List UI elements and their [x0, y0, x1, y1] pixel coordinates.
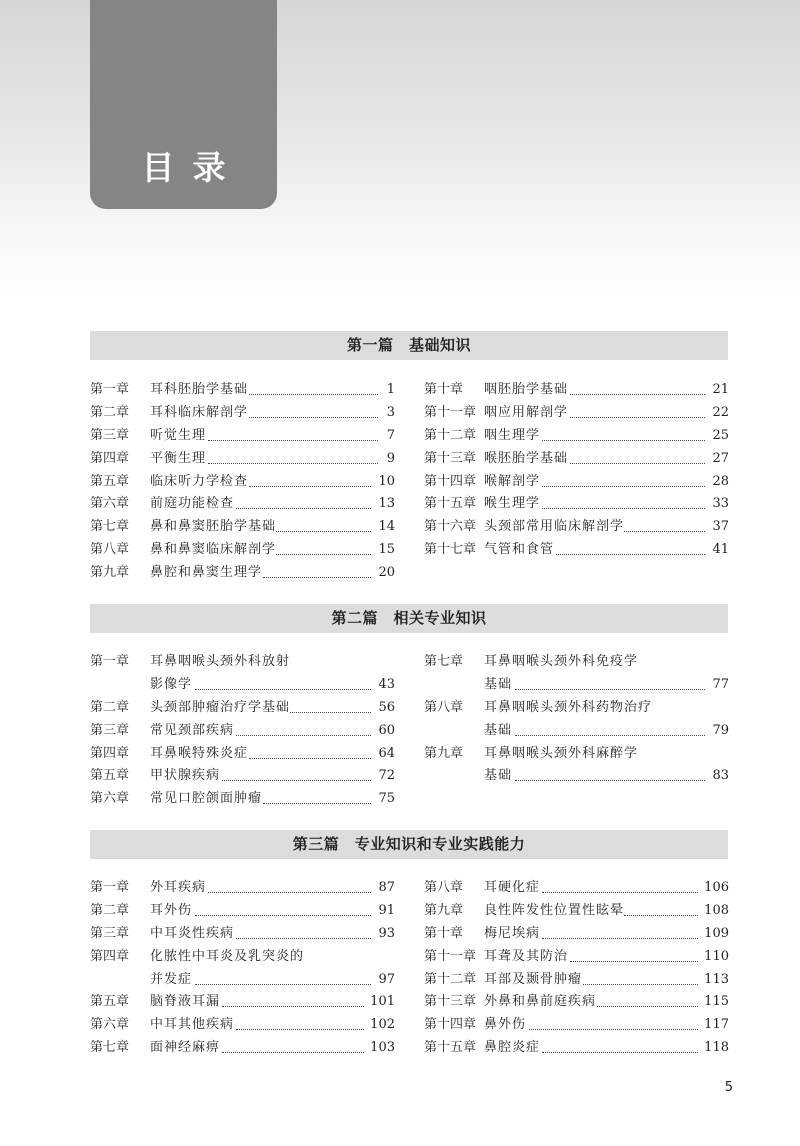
toc-column-part2-right [424, 651, 729, 788]
page-ref: 1 [386, 382, 395, 397]
page-ref: 9 [386, 450, 395, 466]
chapter-title: 鼻腔炎症 [484, 1040, 541, 1056]
chapter-title: 面神经麻痹 [150, 1040, 221, 1056]
chapter-title: 基础 [484, 722, 513, 738]
page-ref: 13 [378, 496, 395, 512]
chapter-title: 常见口腔颌面肿瘤 [150, 791, 263, 807]
chapter-number: 第十章 [424, 382, 464, 397]
dot-leader [195, 915, 371, 916]
page-ref: 87 [378, 880, 395, 895]
dot-leader [597, 1006, 698, 1007]
dot-leader [515, 689, 705, 690]
page-ref: 64 [378, 745, 395, 761]
chapter-number: 第二章 [90, 902, 130, 918]
chapter-number: 第一章 [90, 654, 130, 669]
dot-leader [195, 984, 371, 985]
toc-column-part3-right [424, 877, 729, 1060]
page-ref: 118 [704, 1040, 729, 1056]
chapter-title: 外耳疾病 [150, 880, 207, 895]
dot-leader [263, 803, 371, 804]
chapter-title: 甲状腺疾病 [150, 768, 221, 784]
page-ref: 22 [712, 404, 729, 420]
dot-leader [570, 463, 705, 464]
dot-leader [249, 758, 371, 759]
toc-entry[interactable] [424, 448, 729, 471]
toc-entry[interactable] [90, 379, 395, 402]
chapter-title: 耳鼻咽喉头颈外科麻醉学 [484, 745, 639, 761]
chapter-number: 第二章 [90, 699, 130, 715]
dot-leader [195, 689, 371, 690]
page-ref: 14 [378, 519, 395, 535]
toc-entry[interactable] [424, 516, 729, 539]
chapter-title: 外鼻和鼻前庭疾病 [484, 994, 597, 1010]
part-header-1: 第一篇 基础知识 [90, 331, 728, 360]
chapter-title: 头颈部肿瘤治疗学基础 [150, 699, 291, 715]
page-ref: 102 [370, 1017, 395, 1033]
toc-entry[interactable] [90, 425, 395, 448]
page-ref: 43 [378, 676, 395, 692]
chapter-number: 第十三章 [424, 994, 477, 1010]
toc-entry[interactable] [424, 877, 729, 900]
chapter-title: 脑脊液耳漏 [150, 994, 221, 1010]
chapter-number: 第九章 [90, 565, 130, 581]
toc-entry[interactable] [90, 471, 395, 494]
toc-entry[interactable] [90, 743, 395, 766]
page-ref: 20 [378, 565, 395, 581]
page-ref: 27 [712, 450, 729, 466]
page-ref: 109 [704, 925, 729, 941]
page-ref: 60 [378, 722, 395, 738]
chapter-number: 第九章 [424, 902, 464, 918]
chapter-number: 第八章 [424, 880, 464, 895]
dot-leader [624, 915, 698, 916]
toc-entry[interactable] [424, 991, 729, 1014]
page-ref: 72 [378, 768, 395, 784]
chapter-title: 耳鼻喉特殊炎症 [150, 745, 249, 761]
toc-entry[interactable] [90, 1037, 395, 1060]
chapter-number: 第五章 [90, 994, 130, 1010]
part-header-3: 第三篇 专业知识和专业实践能力 [90, 830, 728, 859]
chapter-title: 良性阵发性位置性眩晕 [484, 902, 625, 918]
toc-entry[interactable] [90, 402, 395, 425]
page-ref: 97 [378, 971, 395, 987]
page-ref: 106 [704, 880, 729, 895]
chapter-title: 听觉生理 [150, 427, 207, 443]
chapter-title: 喉解剖学 [484, 473, 541, 489]
dot-leader [570, 961, 698, 962]
dot-leader [542, 486, 705, 487]
page-ref: 110 [704, 948, 729, 964]
toc-entry[interactable] [424, 471, 729, 494]
toc-entry[interactable] [90, 539, 395, 562]
dot-leader [583, 984, 698, 985]
toc-entry[interactable] [90, 900, 395, 923]
chapter-title: 耳鼻咽喉头颈外科免疫学 [484, 654, 639, 669]
page-ref: 7 [386, 427, 395, 443]
chapter-title: 平衡生理 [150, 450, 207, 466]
chapter-number: 第三章 [90, 427, 130, 443]
dot-leader [208, 892, 371, 893]
dot-leader [542, 892, 698, 893]
dot-leader [570, 417, 705, 418]
toc-entry[interactable] [90, 562, 395, 585]
chapter-number: 第一章 [90, 382, 130, 397]
toc-entry[interactable] [424, 946, 729, 969]
chapter-title: 常见颈部疾病 [150, 722, 235, 738]
chapter-title: 喉生理学 [484, 496, 541, 512]
dot-leader [222, 780, 371, 781]
dot-leader [515, 780, 705, 781]
dot-leader [249, 394, 378, 395]
chapter-number: 第十六章 [424, 519, 477, 535]
toc-entry[interactable] [424, 743, 729, 766]
dot-leader [236, 938, 371, 939]
toc-entry[interactable] [90, 651, 395, 674]
chapter-title: 梅尼埃病 [484, 925, 541, 941]
chapter-number: 第八章 [90, 542, 130, 558]
chapter-title: 头颈部常用临床解剖学 [484, 519, 625, 535]
page-ref: 108 [704, 902, 729, 918]
chapter-number: 第十四章 [424, 1017, 477, 1033]
chapter-number: 第九章 [424, 745, 464, 761]
chapter-title: 咽胚胎学基础 [484, 382, 569, 397]
chapter-number: 第五章 [90, 473, 130, 489]
toc-entry[interactable] [424, 493, 729, 516]
toc-column-part1-left [90, 379, 395, 585]
dot-leader [542, 508, 705, 509]
page-ref: 3 [386, 404, 395, 420]
dot-leader [542, 440, 705, 441]
page-ref: 25 [712, 427, 729, 443]
chapter-number: 第二章 [90, 404, 130, 420]
chapter-number: 第七章 [90, 1040, 130, 1056]
toc-entry[interactable] [90, 697, 395, 720]
toc-entry[interactable] [424, 425, 729, 448]
toc-entry[interactable] [90, 516, 395, 539]
chapter-number: 第十五章 [424, 496, 477, 512]
dot-leader [236, 735, 371, 736]
chapter-title: 耳硬化症 [484, 880, 541, 895]
dot-leader [515, 735, 705, 736]
chapter-number: 第十五章 [424, 1040, 477, 1056]
toc-entry[interactable] [90, 788, 395, 811]
page-ref: 117 [704, 1017, 729, 1033]
chapter-number: 第四章 [90, 948, 130, 964]
toc-entry[interactable] [90, 765, 395, 788]
dot-leader [222, 1006, 364, 1007]
dot-leader [529, 1029, 698, 1030]
chapter-title: 耳鼻咽喉头颈外科放射 [150, 654, 291, 669]
dot-leader [290, 712, 371, 713]
chapter-title: 鼻腔和鼻窦生理学 [150, 565, 263, 581]
chapter-number: 第四章 [90, 745, 130, 761]
chapter-number: 第十一章 [424, 948, 477, 964]
chapter-title: 影像学 [150, 676, 193, 692]
page-ref: 77 [712, 676, 729, 692]
toc-entry[interactable] [424, 720, 729, 743]
toc-entry[interactable] [424, 697, 729, 720]
chapter-number: 第十二章 [424, 971, 477, 987]
chapter-number: 第五章 [90, 768, 130, 784]
chapter-number: 第十章 [424, 925, 464, 941]
dot-leader [276, 531, 371, 532]
toc-entry[interactable] [90, 923, 395, 946]
toc-entry[interactable] [424, 923, 729, 946]
page-ref: 113 [704, 971, 729, 987]
chapter-title: 并发症 [150, 971, 193, 987]
chapter-title: 前庭功能检查 [150, 496, 235, 512]
toc-column-part2-left [90, 651, 395, 811]
chapter-number: 第七章 [424, 654, 464, 669]
page-ref: 93 [378, 925, 395, 941]
page-ref: 10 [378, 473, 395, 489]
chapter-title: 基础 [484, 676, 513, 692]
chapter-number: 第十三章 [424, 450, 477, 466]
toc-entry[interactable] [424, 402, 729, 425]
page-ref: 33 [712, 496, 729, 512]
page-ref: 28 [712, 473, 729, 489]
chapter-number: 第一章 [90, 880, 130, 895]
chapter-title: 喉胚胎学基础 [484, 450, 569, 466]
chapter-title: 耳科胚胎学基础 [150, 382, 249, 397]
toc-column-part3-left [90, 877, 395, 1060]
toc-entry[interactable] [90, 969, 395, 992]
chapter-title: 鼻外伤 [484, 1017, 527, 1033]
toc-entry[interactable] [90, 1014, 395, 1037]
toc-entry[interactable] [424, 765, 729, 788]
chapter-number: 第六章 [90, 496, 130, 512]
part-header-2: 第二篇 相关专业知识 [90, 604, 728, 633]
page-ref: 21 [712, 382, 729, 397]
toc-entry[interactable] [424, 969, 729, 992]
page-ref: 15 [378, 542, 395, 558]
toc-entry[interactable] [90, 946, 395, 969]
toc-entry[interactable] [424, 1037, 729, 1060]
chapter-title: 鼻和鼻窦胚胎学基础 [150, 519, 277, 535]
chapter-title: 化脓性中耳炎及乳突炎的 [150, 948, 305, 964]
chapter-number: 第十二章 [424, 427, 477, 443]
page-ref: 56 [378, 699, 395, 715]
toc-entry[interactable] [424, 1014, 729, 1037]
dot-leader [249, 417, 378, 418]
chapter-number: 第四章 [90, 450, 130, 466]
toc-entry[interactable] [90, 493, 395, 516]
dot-leader [236, 508, 371, 509]
chapter-number: 第十四章 [424, 473, 477, 489]
chapter-title: 中耳其他疾病 [150, 1017, 235, 1033]
dot-leader [208, 440, 378, 441]
page-ref: 79 [712, 722, 729, 738]
dot-leader [263, 577, 371, 578]
dot-leader [570, 394, 705, 395]
chapter-title: 基础 [484, 768, 513, 784]
title-tab [90, 0, 277, 209]
page-ref: 83 [712, 768, 729, 784]
toc-entry[interactable] [90, 877, 395, 900]
dot-leader [222, 1052, 364, 1053]
chapter-title: 咽应用解剖学 [484, 404, 569, 420]
chapter-number: 第三章 [90, 925, 130, 941]
page-ref: 91 [378, 902, 395, 918]
chapter-title: 耳部及颞骨肿瘤 [484, 971, 583, 987]
toc-entry[interactable] [90, 991, 395, 1014]
page-number: 5 [724, 1080, 733, 1095]
dot-leader [624, 531, 705, 532]
chapter-number: 第三章 [90, 722, 130, 738]
dot-leader [556, 554, 705, 555]
toc-entry[interactable] [90, 448, 395, 471]
page-title: 目录 [141, 148, 244, 187]
dot-leader [236, 1029, 364, 1030]
chapter-title: 鼻和鼻窦临床解剖学 [150, 542, 277, 558]
page-ref: 75 [378, 791, 395, 807]
chapter-title: 耳科临床解剖学 [150, 404, 249, 420]
chapter-number: 第六章 [90, 791, 130, 807]
toc-entry[interactable] [90, 720, 395, 743]
page-ref: 37 [712, 519, 729, 535]
page-ref: 41 [712, 542, 729, 558]
chapter-number: 第七章 [90, 519, 130, 535]
chapter-title: 中耳炎性疾病 [150, 925, 235, 941]
toc-entry[interactable] [424, 900, 729, 923]
page-ref: 101 [370, 994, 395, 1010]
chapter-title: 耳聋及其防治 [484, 948, 569, 964]
toc-entry[interactable] [90, 674, 395, 697]
chapter-title: 耳鼻咽喉头颈外科药物治疗 [484, 699, 653, 715]
chapter-title: 气管和食管 [484, 542, 555, 558]
chapter-number: 第八章 [424, 699, 464, 715]
page-ref: 115 [704, 994, 729, 1010]
chapter-number: 第十一章 [424, 404, 477, 420]
dot-leader [249, 486, 371, 487]
toc-column-part1-right [424, 379, 729, 562]
toc-entry[interactable] [424, 651, 729, 674]
chapter-number: 第六章 [90, 1017, 130, 1033]
dot-leader [542, 1052, 698, 1053]
toc-entry[interactable] [424, 379, 729, 402]
dot-leader [542, 938, 698, 939]
chapter-title: 临床听力学检查 [150, 473, 249, 489]
chapter-title: 耳外伤 [150, 902, 193, 918]
toc-entry[interactable] [424, 539, 729, 562]
chapter-title: 咽生理学 [484, 427, 541, 443]
page-ref: 103 [370, 1040, 395, 1056]
chapter-number: 第十七章 [424, 542, 477, 558]
dot-leader [208, 463, 378, 464]
dot-leader [276, 554, 371, 555]
toc-entry[interactable] [424, 674, 729, 697]
